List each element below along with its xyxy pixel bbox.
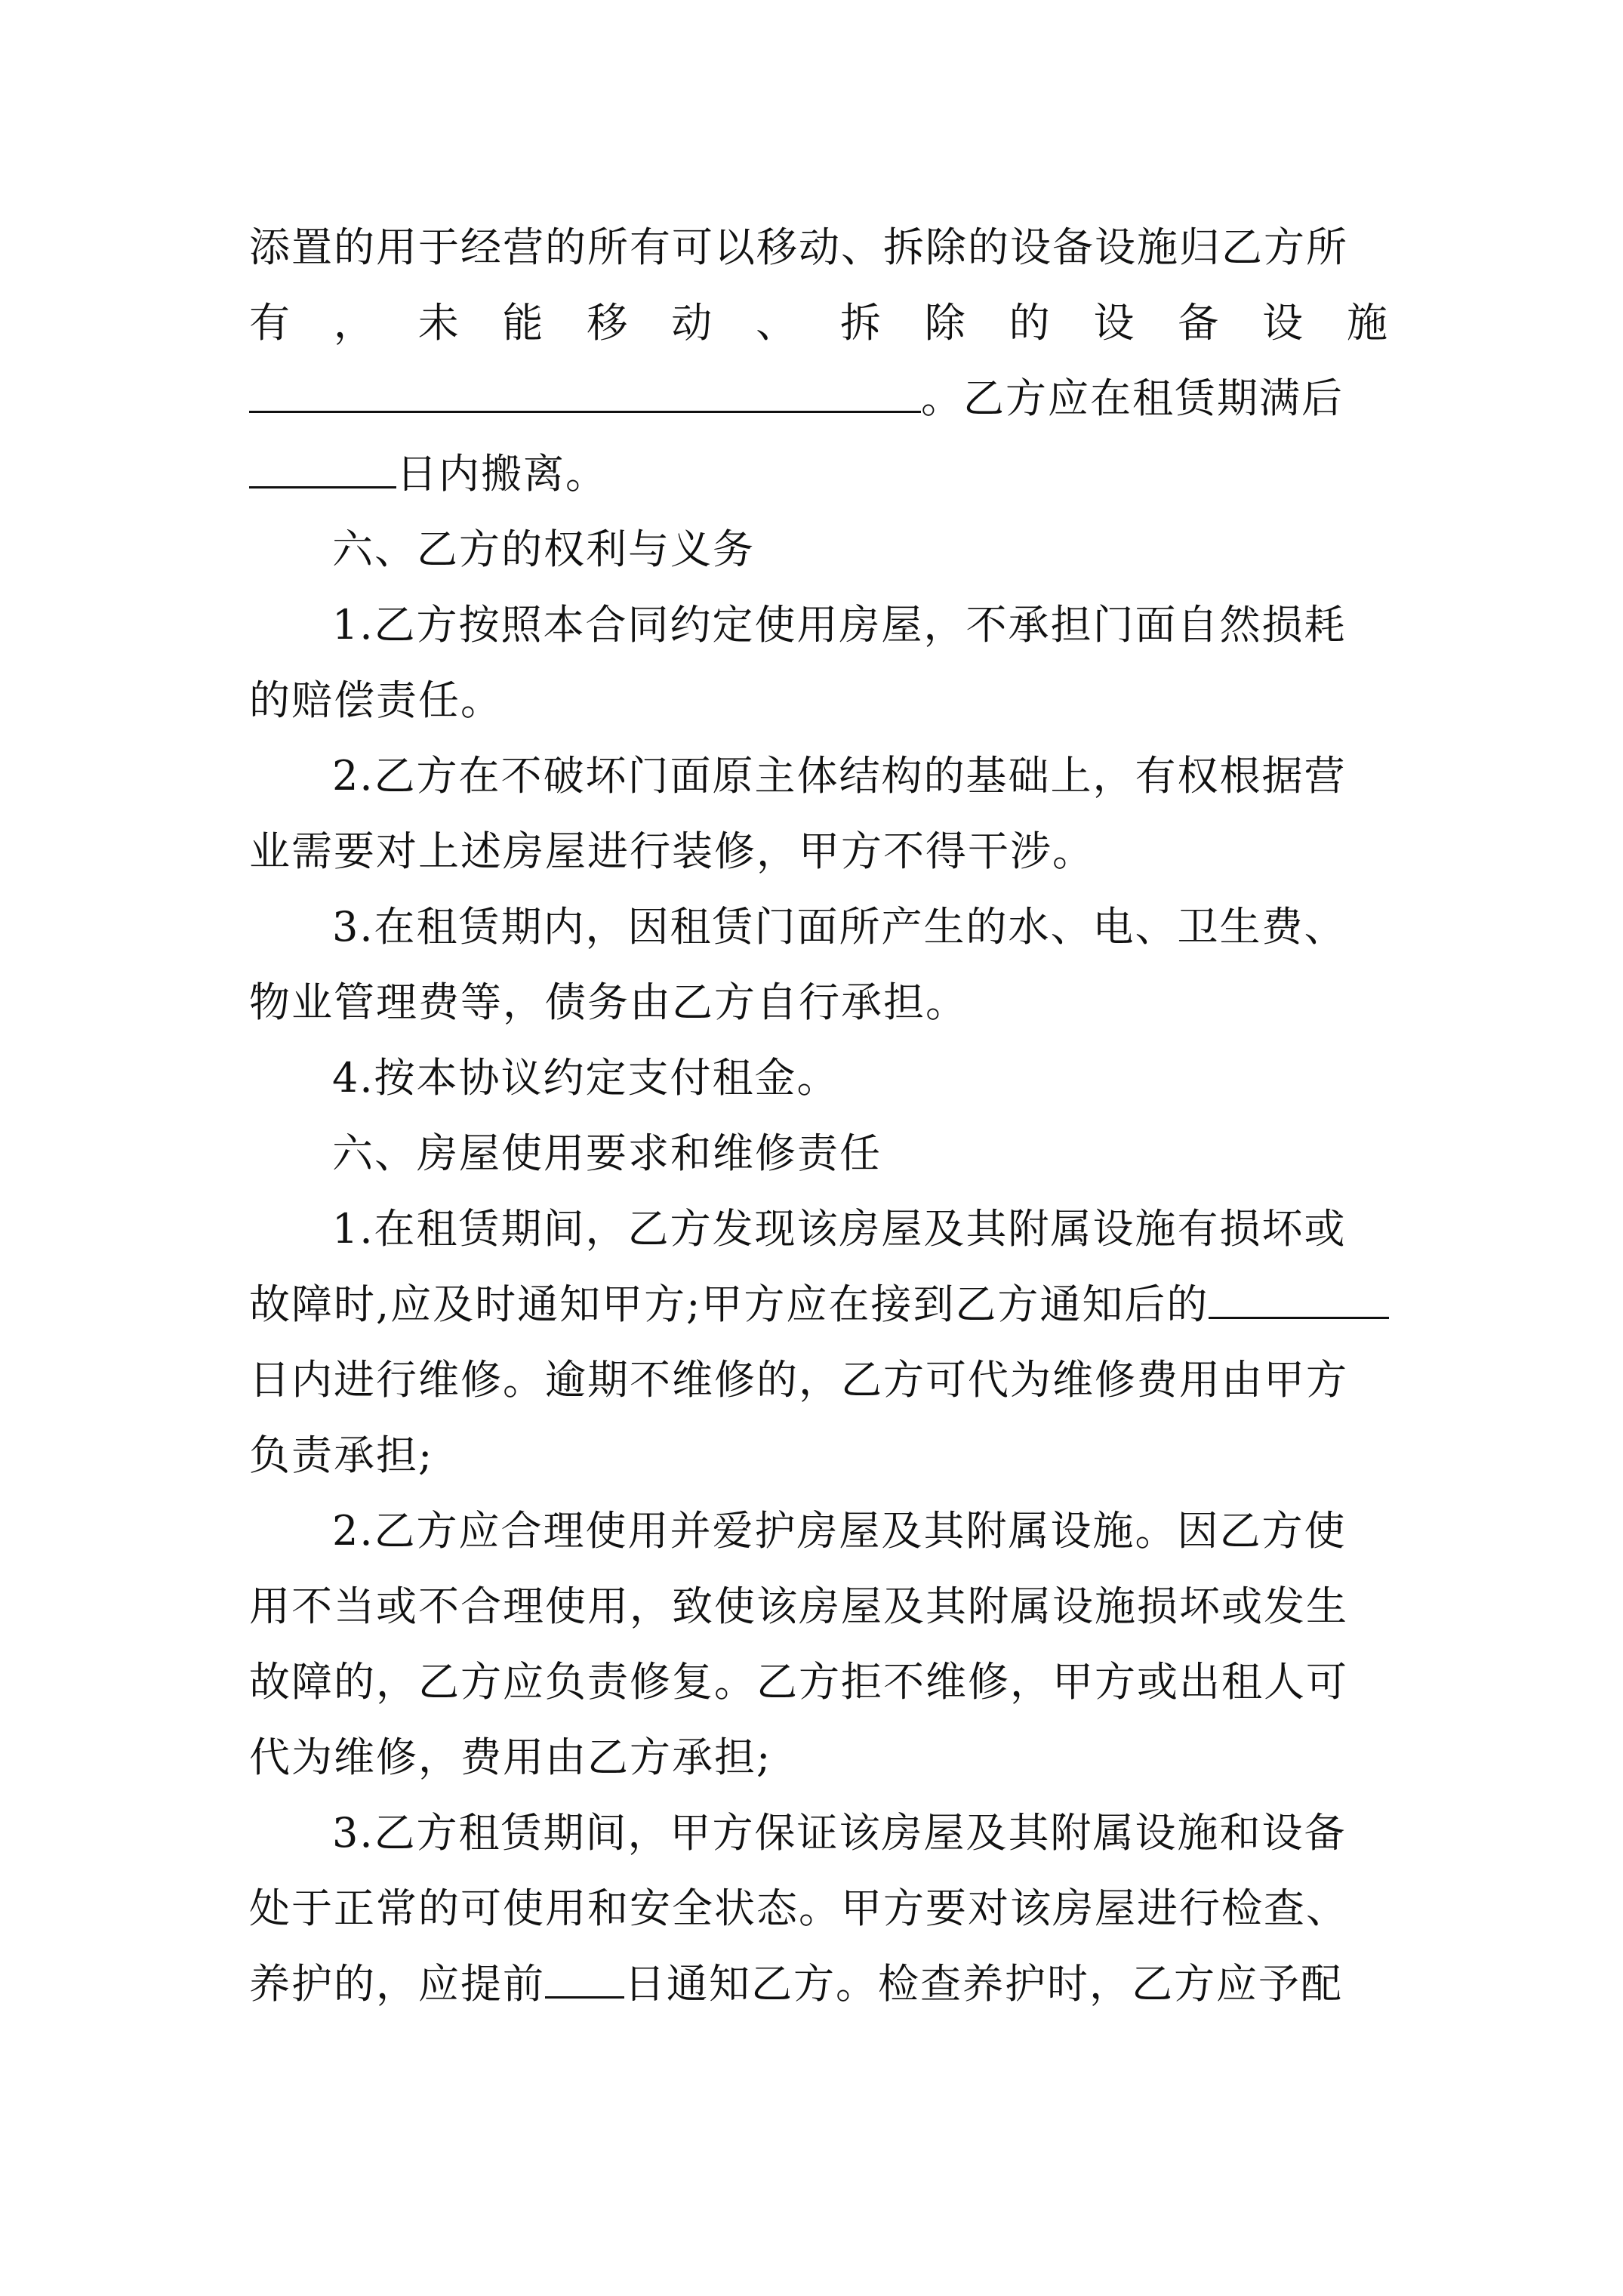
line-text: 故障时,应及时通知甲方;甲方应在接到乙方通知后的 xyxy=(249,1281,1209,1328)
paragraph-line: 的赔偿责任。 xyxy=(249,676,503,724)
text-char: 、 xyxy=(756,299,799,347)
paragraph-line xyxy=(249,1946,1389,2022)
paragraph-line xyxy=(249,436,1389,512)
paragraph-line: 2.乙方应合理使用并爱护房屋及其附属设施。因乙方使 xyxy=(332,1507,1347,1555)
paragraph-line: 业需要对上述房屋进行装修，甲方不得干涉。 xyxy=(249,827,1095,875)
line-text: 日通知乙方。检查养护时，乙方应予配 xyxy=(624,1960,1343,2008)
text-char: 施 xyxy=(1346,299,1389,347)
paragraph-line: 故障的，乙方应负责修复。乙方拒不维修，甲方或出租人可 xyxy=(249,1658,1348,1706)
fill-in-blank[interactable] xyxy=(249,436,396,488)
text-char: ， xyxy=(333,299,376,347)
fill-in-blank[interactable] xyxy=(1209,1267,1389,1319)
line-text: 养护的，应提前 xyxy=(249,1960,545,2008)
text-char: 能 xyxy=(502,299,545,347)
paragraph-line: 日内进行维修。逾期不维修的，乙方可代为维修费用由甲方 xyxy=(249,1356,1348,1404)
text-char: 动 xyxy=(671,299,714,347)
paragraph-line: 物业管理费等，债务由乙方自行承担。 xyxy=(249,978,968,1026)
paragraph-line: 添置的用于经营的所有可以移动、拆除的设备设施归乙方所 xyxy=(249,223,1348,271)
paragraph-line: 1.在租赁期间，乙方发现该房屋及其附属设施有损坏或 xyxy=(332,1205,1347,1253)
text-char: 未 xyxy=(417,299,460,347)
fill-in-blank[interactable] xyxy=(249,361,921,413)
text-char: 设 xyxy=(1093,299,1136,347)
text-char: 备 xyxy=(1178,299,1221,347)
paragraph-line-justified xyxy=(249,285,1389,361)
paragraph-line: 处于正常的可使用和安全状态。甲方要对该房屋进行检查、 xyxy=(249,1885,1348,1932)
paragraph-line: 2.乙方在不破坏门面原主体结构的基础上，有权根据营 xyxy=(332,752,1347,800)
text-char: 除 xyxy=(924,299,967,347)
text-char: 拆 xyxy=(839,299,882,347)
paragraph-line: 负责承担; xyxy=(249,1432,434,1479)
section-heading: 六、房屋使用要求和维修责任 xyxy=(332,1130,882,1177)
paragraph-line: 1.乙方按照本合同约定使用房屋，不承担门面自然损耗 xyxy=(332,601,1347,649)
text-char: 移 xyxy=(587,299,630,347)
line-text: 日内搬离。 xyxy=(396,450,608,498)
section-heading: 六、乙方的权利与义务 xyxy=(332,525,755,573)
paragraph-line: 3.在租赁期内，因租赁门面所产生的水、电、卫生费、 xyxy=(332,903,1347,951)
text-char: 有 xyxy=(249,299,291,347)
text-char: 设 xyxy=(1262,299,1305,347)
paragraph-line: 用不当或不合理使用，致使该房屋及其附属设施损坏或发生 xyxy=(249,1583,1348,1630)
fill-in-blank[interactable] xyxy=(545,1946,624,1999)
paragraph-line: 代为维修，费用由乙方承担; xyxy=(249,1734,772,1781)
text-char: 的 xyxy=(1009,299,1052,347)
paragraph-line xyxy=(249,361,1389,436)
paragraph-line: 4.按本协议约定支付租金。 xyxy=(332,1054,839,1102)
paragraph-line: 3.乙方租赁期间，甲方保证该房屋及其附属设施和设备 xyxy=(332,1809,1347,1857)
paragraph-line xyxy=(249,1267,1389,1342)
line-text: 。乙方应在租赁期满后 xyxy=(921,374,1344,422)
